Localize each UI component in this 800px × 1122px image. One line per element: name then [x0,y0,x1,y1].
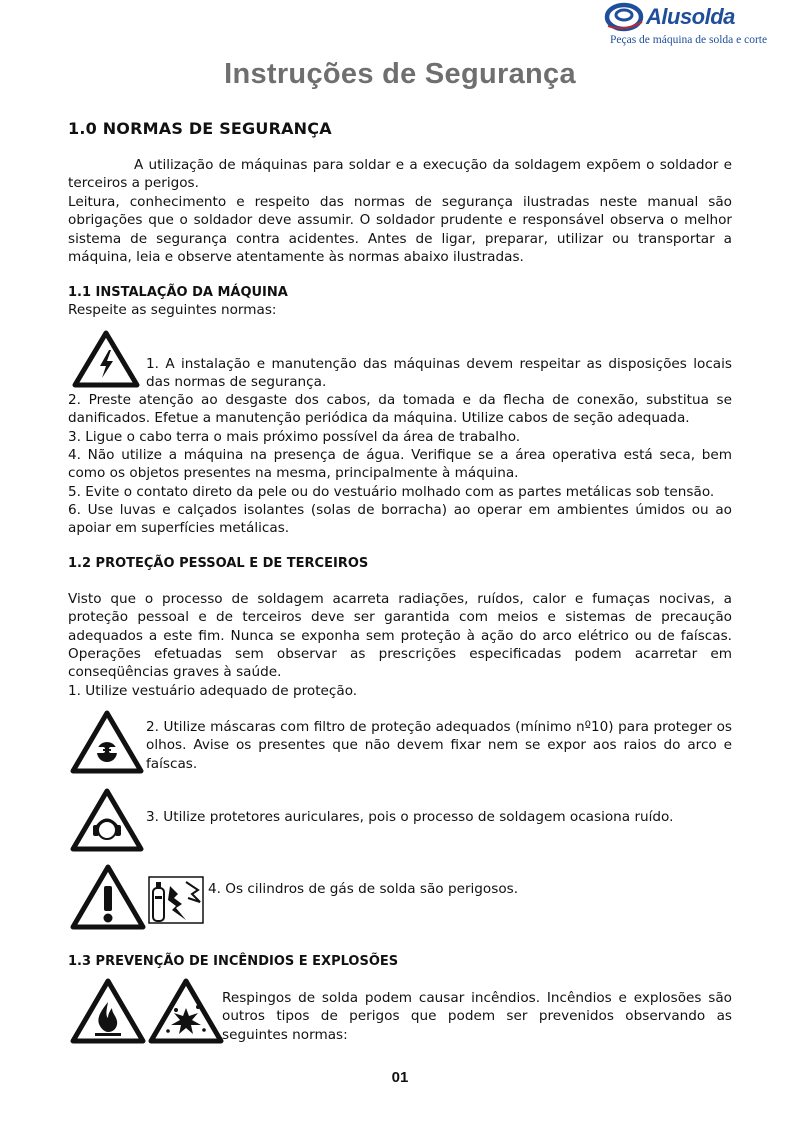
section-1-3-paragraph: Respingos de solda podem causar incêndios. Incêndios e explosões são outros tipos de perigos que podem ser prevenidos observando as seguintes normas: [222,990,732,1043]
section-1-1-item-1: 1. A instalação e manutenção das máquinas devem respeitar as disposições locais das normas de segurança. [146,356,732,391]
section-1-1-item-3: 3. Ligue o cabo terra o mais próximo possível da área de trabalho. [68,429,521,445]
ear-protection-warning-icon [70,788,144,852]
general-warning-icon [70,864,146,930]
logo-tagline: Peças de máquina de solda e corte [610,34,768,46]
section-1-2-item-1: 1. Utilize vestuário adequado de proteção. [68,683,358,699]
explosion-warning-icon [148,978,224,1044]
section-heading-1-0: 1.0 NORMAS DE SEGURANÇA [68,119,332,138]
alusolda-logo [604,0,768,54]
eye-protection-warning-icon [70,710,144,774]
section-1-0-paragraph-2: Leitura, conhecimento e respeito das normas de segurança ilustradas neste manual são obrigações que o soldador deve assumir. O soldador prudente e responsável observa o melhor sistema de segurança contra acidentes. Antes de ligar, preparar, utilizar ou transportar a máquina, leia e observe atentamente às normas abaixo ilustradas. [68,194,732,265]
section-1-1-item-2: 2. Preste atenção ao desgaste dos cabos, da tomada e da flecha de conexão, substitua se danificados. Efetue a manutenção periódica da máquina. Utilize cabos de seção adequada. [68,392,732,427]
section-1-1-intro: Respeite as seguintes normas: [68,302,277,318]
section-1-1-item-5: 5. Evite o contato direto da pele ou do vestuário molhado com as partes metálicas sob tensão. [68,484,715,500]
logo-brand: Alusolda [646,4,735,29]
section-1-2-item-3: 3. Utilize protetores auriculares, pois o processo de soldagem ocasiona ruído. [146,809,674,825]
section-1-2-paragraph: Visto que o processo de soldagem acarreta radiações, ruídos, calor e fumaças nocivas, a proteção pessoal e de terceiros deve ser garantida com meios e sistemas de precaução adequados a este fim. Nunca se exponha sem proteção à ação do arco elétrico ou de faíscas. Operações efetuadas sem observar as prescrições especificadas podem acarretar em conseqüências graves à saúde. [68,591,732,681]
section-1-1-item-6: 6. Use luvas e calçados isolantes (solas de borracha) ao operar em ambientes úmidos ou ao apoiar em superfícies metálicas. [68,502,732,537]
section-heading-1-3: 1.3 PREVENÇÃO DE INCÊNDIOS E EXPLOSÕES [68,954,399,969]
gas-cylinder-icon [148,876,204,924]
logo-swoosh-icon [604,2,648,34]
fire-warning-icon [70,978,146,1044]
section-1-1-item-4: 4. Não utilize a máquina na presença de água. Verifique se a área operativa está seca, bem como os objetos presentes na mesma, principalmente à máquina. [68,447,732,482]
section-heading-1-2: 1.2 PROTEÇÃO PESSOAL E DE TERCEIROS [68,556,369,571]
electric-shock-warning-icon [72,330,140,388]
section-1-0-paragraph-1: A utilização de máquinas para soldar e a execução da soldagem expõem o soldador e terceiros a perigos. [68,157,732,192]
page-title: Instruções de Segurança [224,58,576,90]
page-number: 01 [391,1069,409,1086]
section-1-2-item-2: 2. Utilize máscaras com filtro de proteção adequados (mínimo nº10) para proteger os olhos. Avise os presentes que não devem fixar nem se expor aos raios do arco e faíscas. [146,719,732,772]
section-heading-1-1: 1.1 INSTALAÇÃO DA MÁQUINA [68,285,288,300]
section-1-2-item-4: 4. Os cilindros de gás de solda são perigosos. [208,881,519,897]
